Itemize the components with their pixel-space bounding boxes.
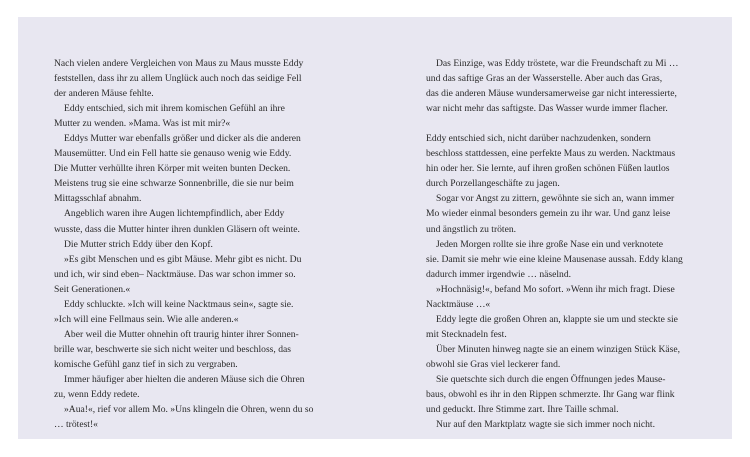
text-line: Mittagsschlaf abnahm. [54, 193, 142, 205]
text-line: Eddy entschied, sich mit ihrem komischen Gefühl an ihre [64, 103, 285, 115]
text-line: Eddy legte die großen Ohren an, klappte sie um und steckte sie [436, 313, 678, 325]
text-line: mit Stecknadeln fest. [426, 328, 507, 340]
text-line: beschloss stattdessen, eine perfekte Maus zu werden. Nacktmaus [426, 148, 676, 160]
text-line: Eddy entschied sich, nicht darüber nachzudenken, sondern [426, 133, 651, 145]
text-line: obwohl sie Gras viel leckerer fand. [426, 358, 561, 370]
text-line: sie. Damit sie mehr wie eine kleine Mausenase aussah. Eddy klang [426, 253, 683, 265]
text-line: Aber weil die Mutter ohnehin oft traurig hinter ihrer Sonnen- [64, 328, 299, 340]
text-line: Mo wieder einmal besonders gemein zu ihr war. Und ganz leise [426, 208, 671, 220]
text-line: Immer häufiger aber hielten die anderen Mäuse sich die Ohren [64, 373, 305, 385]
text-line: das die anderen Mäuse wundersamerweise gar nicht interessierte, [426, 88, 677, 100]
text-line: Über Minuten hinweg nagte sie an einem winzigen Stück Käse, [436, 343, 681, 355]
text-line: war nicht mehr das saftigste. Das Wasser wurde immer flacher. [426, 103, 668, 115]
text-line: Mausemütter. Und ein Fell hatte sie genauso wenig wie Eddy. [54, 148, 292, 160]
text-line: und geduckt. Ihre Stimme zart. Ihre Taille schmal. [426, 404, 619, 416]
text-line: durch Porzellangeschäfte zu jagen. [426, 178, 560, 190]
text-line: der anderen Mäuse fehlte. [54, 88, 154, 100]
text-line: Meistens trug sie eine schwarze Sonnenbrille, die sie nur beim [54, 178, 294, 190]
text-line: feststellen, dass ihr zu allem Unglück auch noch das seidige Fell [54, 73, 302, 85]
text-line: Nur auf den Marktplatz wagte sie sich immer noch nicht. [436, 419, 655, 431]
text-line: Nach vielen andere Vergleichen von Maus zu Maus musste Eddy [54, 58, 304, 69]
text-line: und ängstlich zu tröten. [426, 223, 517, 235]
text-line: Die Mutter strich Eddy über den Kopf. [64, 238, 213, 250]
text-line: und das saftige Gras an der Wasserstelle. Aber auch das Gras, [426, 73, 663, 85]
text-line: Mutter zu wenden. »Mama. Was ist mit mir?« [54, 118, 231, 130]
text-line: … trötest!« [54, 419, 98, 431]
text-line: Die Mutter verhüllte ihren Körper mit weiten bunten Decken. [54, 163, 291, 175]
text-line: »Aua!«, rief vor allem Mo. »Uns klingeln die Ohren, wenn du so [64, 404, 314, 416]
text-line: »Ich will eine Fellmaus sein. Wie alle anderen.« [54, 313, 239, 325]
text-line: Jeden Morgen rollte sie ihre große Nase ein und verknotete [436, 238, 664, 250]
text-line: komische Gefühl ganz tief in sich zu vergraben. [54, 358, 238, 370]
left-page-text [54, 56, 313, 432]
text-line: dadurch immer irgendwie … näselnd. [426, 268, 572, 280]
text-line: zu, wenn Eddy redete. [54, 389, 140, 401]
text-line: brille war, beschwerte sie sich nicht weiter und beschloss, das [54, 343, 291, 355]
text-line: Nacktmäuse …« [426, 298, 491, 310]
text-line: Sogar vor Angst zu zittern, gewöhnte sie sich an, wann immer [436, 193, 675, 205]
text-line: »Es gibt Menschen und es gibt Mäuse. Mehr gibt es nicht. Du [64, 253, 302, 265]
text-line: Das Einzige, was Eddy tröstete, war die Freundschaft zu Mi … [436, 58, 679, 69]
text-line: baus, obwohl es ihr in den Rippen schmerzte. Ihr Gang war flink [426, 389, 675, 401]
right-page-text [426, 56, 683, 432]
text-line: Eddy schluckte. »Ich will keine Nacktmaus sein«, sagte sie. [64, 298, 294, 310]
text-line: Angeblich waren ihre Augen lichtempfindlich, aber Eddy [64, 208, 285, 220]
text-line: wusste, dass die Mutter hinter ihren dunklen Gläsern oft weinte. [54, 223, 300, 235]
blank-line [426, 116, 683, 131]
book-spread [18, 17, 732, 439]
text-line: hin oder her. Sie lernte, auf ihren großen schönen Füßen lautlos [426, 163, 670, 175]
text-line: und ich, wir sind eben– Nacktmäuse. Das war schon immer so. [54, 268, 296, 280]
text-line: Sie quetschte sich durch die engen Öffnungen jedes Mause- [436, 373, 666, 385]
text-line: Seit Generationen.« [54, 283, 131, 295]
text-line: Eddys Mutter war ebenfalls größer und dicker als die anderen [64, 133, 301, 145]
text-line: »Hochnäsig!«, befand Mo sofort. »Wenn ihr mich fragt. Diese [436, 283, 675, 295]
